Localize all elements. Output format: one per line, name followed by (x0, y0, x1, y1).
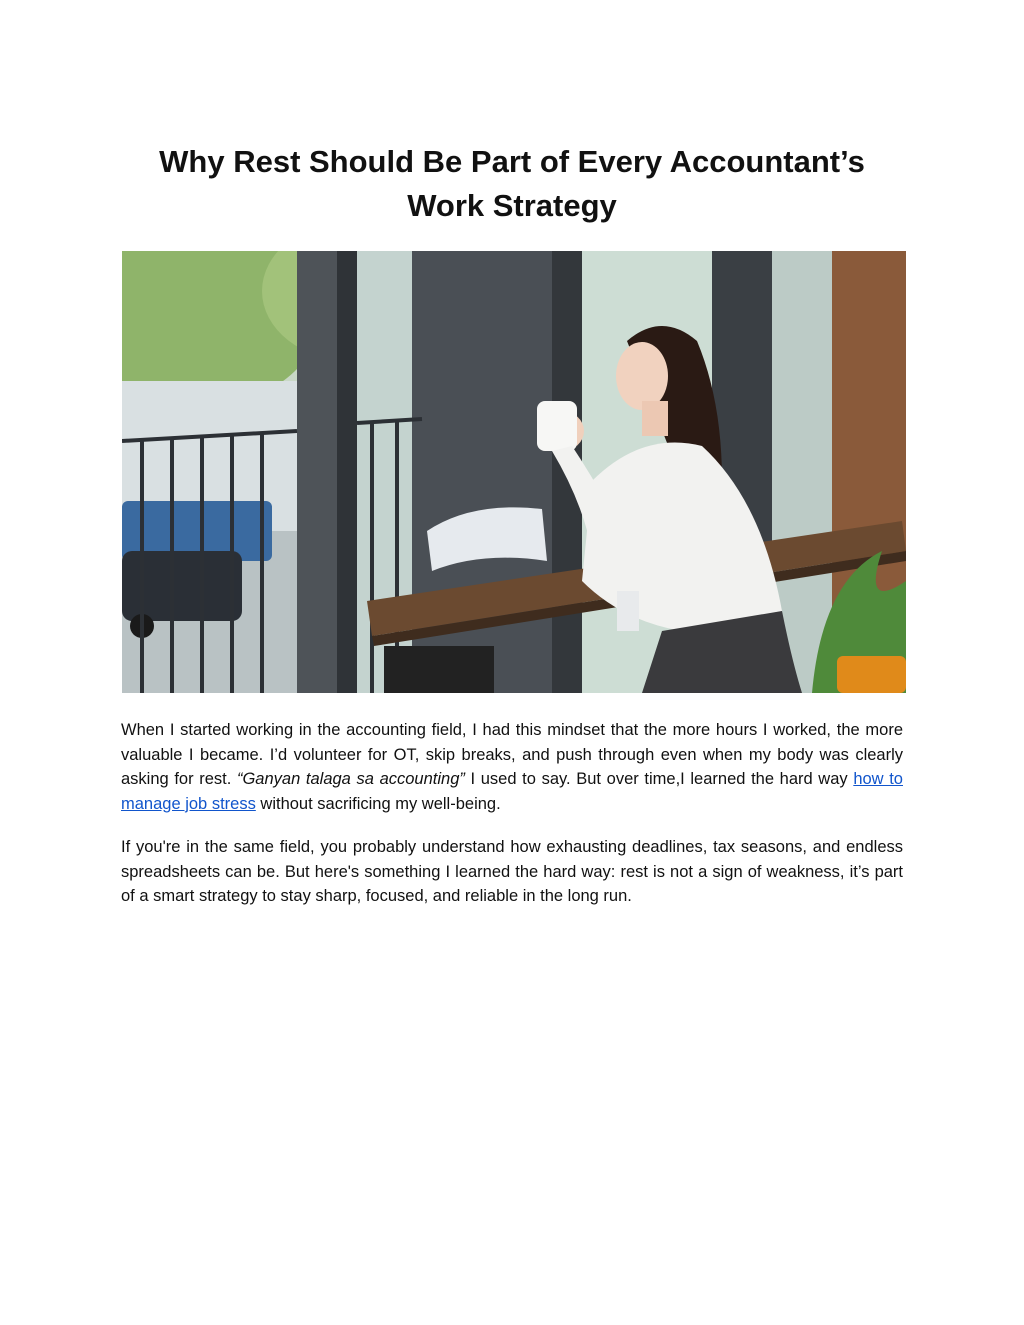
title-line-1: Why Rest Should Be Part of Every Accountant’s (159, 144, 865, 179)
intro-text-3: without sacrificing my well-being. (255, 794, 501, 813)
title-line-2: Work Strategy (407, 188, 617, 223)
intro-text-2: I used to say. But over time,I learned the hard way (464, 770, 854, 788)
job-stress-link[interactable]: how to manage job stress (121, 770, 903, 813)
intro-text-1: When I started working in the accounting field, I had this mindset that the more hours I worked, the more valuable I became. I’d volunteer for OT, skip breaks, and push through even when my body was clearly asking for rest. (121, 721, 903, 788)
intro-paragraph (121, 718, 903, 816)
second-paragraph: If you're in the same field, you probably understand how exhausting deadlines, tax seasons, and endless spreadsheets can be. But here's something I learned the hard way: rest is not a sign of weakness, it’s part of a smart strategy to stay sharp, focused, and reliable in the long run. (121, 838, 903, 905)
intro-quote: “Ganyan talaga sa accounting” (236, 770, 465, 788)
article-title (100, 140, 924, 228)
hero-photo (122, 251, 906, 693)
